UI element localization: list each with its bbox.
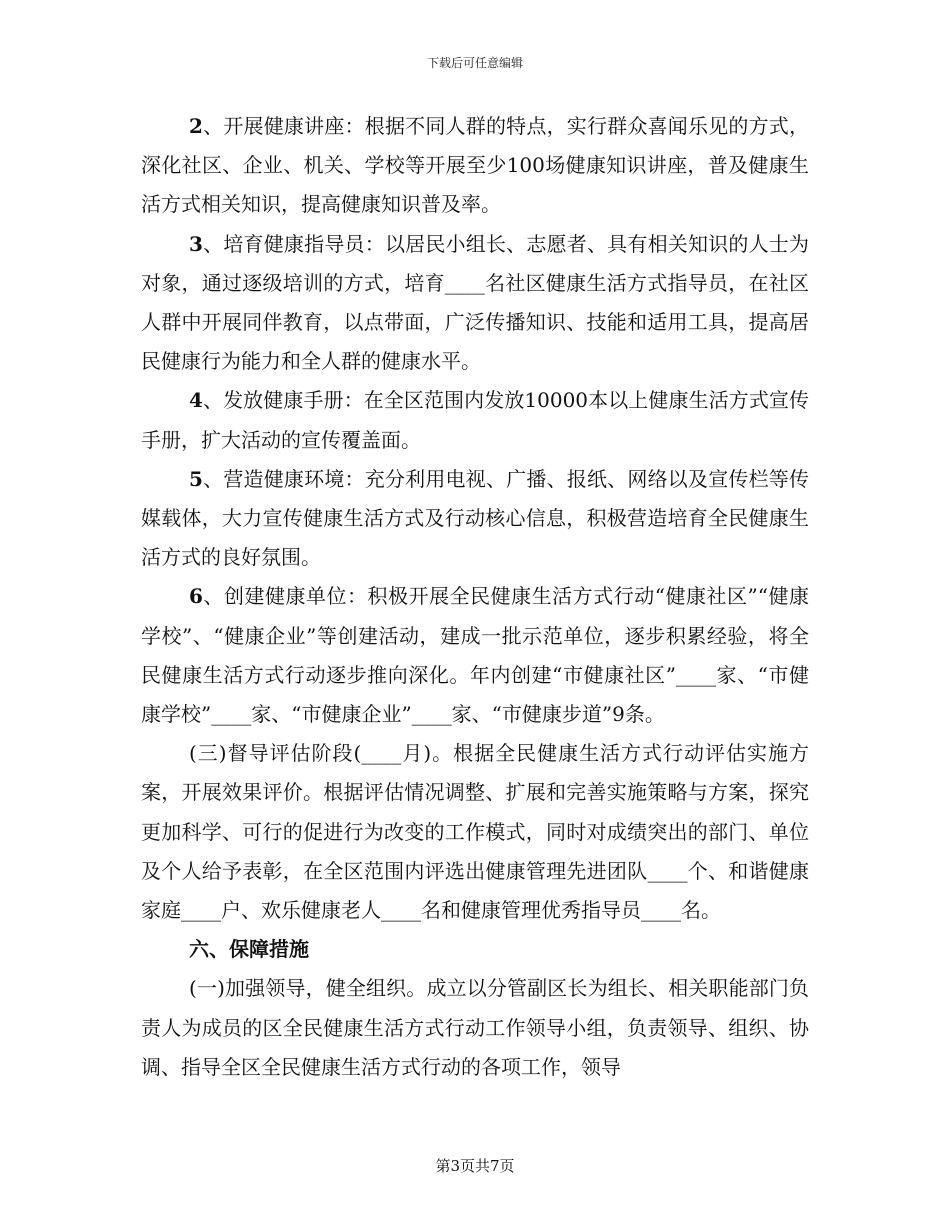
paragraph-text: 、培育健康指导员：以居民小组长、志愿者、具有相关知识的人士为对象，通过逐级培训的方式，培育____名社区健康生活方式指导员，在社区人群中开展同伴教育，以点带面，广泛传播知识、技能和适用工具，提高居民健康行为能力和全人群的健康水平。 [141, 231, 809, 374]
item-number: 3 [189, 231, 203, 256]
paragraph-item-5 [141, 460, 809, 578]
item-number: 5 [189, 466, 203, 491]
page-footer: 第3页共7页 [435, 1157, 515, 1175]
paragraph-evaluation-stage [141, 734, 809, 930]
document-body [141, 107, 809, 1087]
paragraph-item-4 [141, 381, 809, 459]
paragraph-item-2 [141, 107, 809, 225]
paragraph-leadership: (一)加强领导，健全组织。成立以分管副区长为组长、相关职能部门负责人为成员的区全民健康生活方式行动工作领导小组，负责领导、组织、协调、指导全区全民健康生活方式行动的各项工作，领导 [141, 976, 809, 1079]
paragraph-item-3 [141, 225, 809, 382]
paragraph-text: 、创建健康单位：积极开展全民健康生活方式行动“健康社区”“健康学校”、“健康企业”等创建活动，建成一批示范单位，逐步积累经验，将全民健康生活方式行动逐步推向深化。年内创建“市健康社区”____家、“市健康学校”____家、“市健康企业”____家、“市健康步道”9条。 [141, 584, 809, 727]
page-header: 下载后可任意编辑 [426, 56, 523, 70]
paragraph-text: (三)督导评估阶段(____月)。根据全民健康生活方式行动评估实施方案，开展效果评价。根据评估情况调整、扩展和完善实施策略与方案，探究更加科学、可行的促进行为改变的工作模式，同时对成绩突出的部门、单位及个人给予表彰，在全区范围内评选出健康管理先进团队____个、和谐健康家庭____户、欢乐健康老人____名和健康管理优秀指导员____名。 [141, 741, 809, 923]
item-number: 6 [189, 584, 203, 609]
item-number: 4 [189, 388, 203, 413]
paragraph-text: 、营造健康环境：充分利用电视、广播、报纸、网络以及宣传栏等传媒载体，大力宣传健康生活方式及行动核心信息，积极营造培育全民健康生活方式的良好氛围。 [141, 466, 809, 570]
item-number: 2 [189, 114, 203, 138]
paragraph-item-6 [141, 577, 809, 734]
section-heading: 六、保障措施 [189, 937, 309, 962]
paragraph-text: 、发放健康手册：在全区范围内发放10000本以上健康生活方式宣传手册，扩大活动的宣传覆盖面。 [141, 388, 809, 452]
paragraph-text: 、开展健康讲座：根据不同人群的特点，实行群众喜闻乐见的方式，深化社区、企业、机关、学校等开展至少100场健康知识讲座，普及健康生活方式相关知识，提高健康知识普及率。 [141, 114, 809, 217]
